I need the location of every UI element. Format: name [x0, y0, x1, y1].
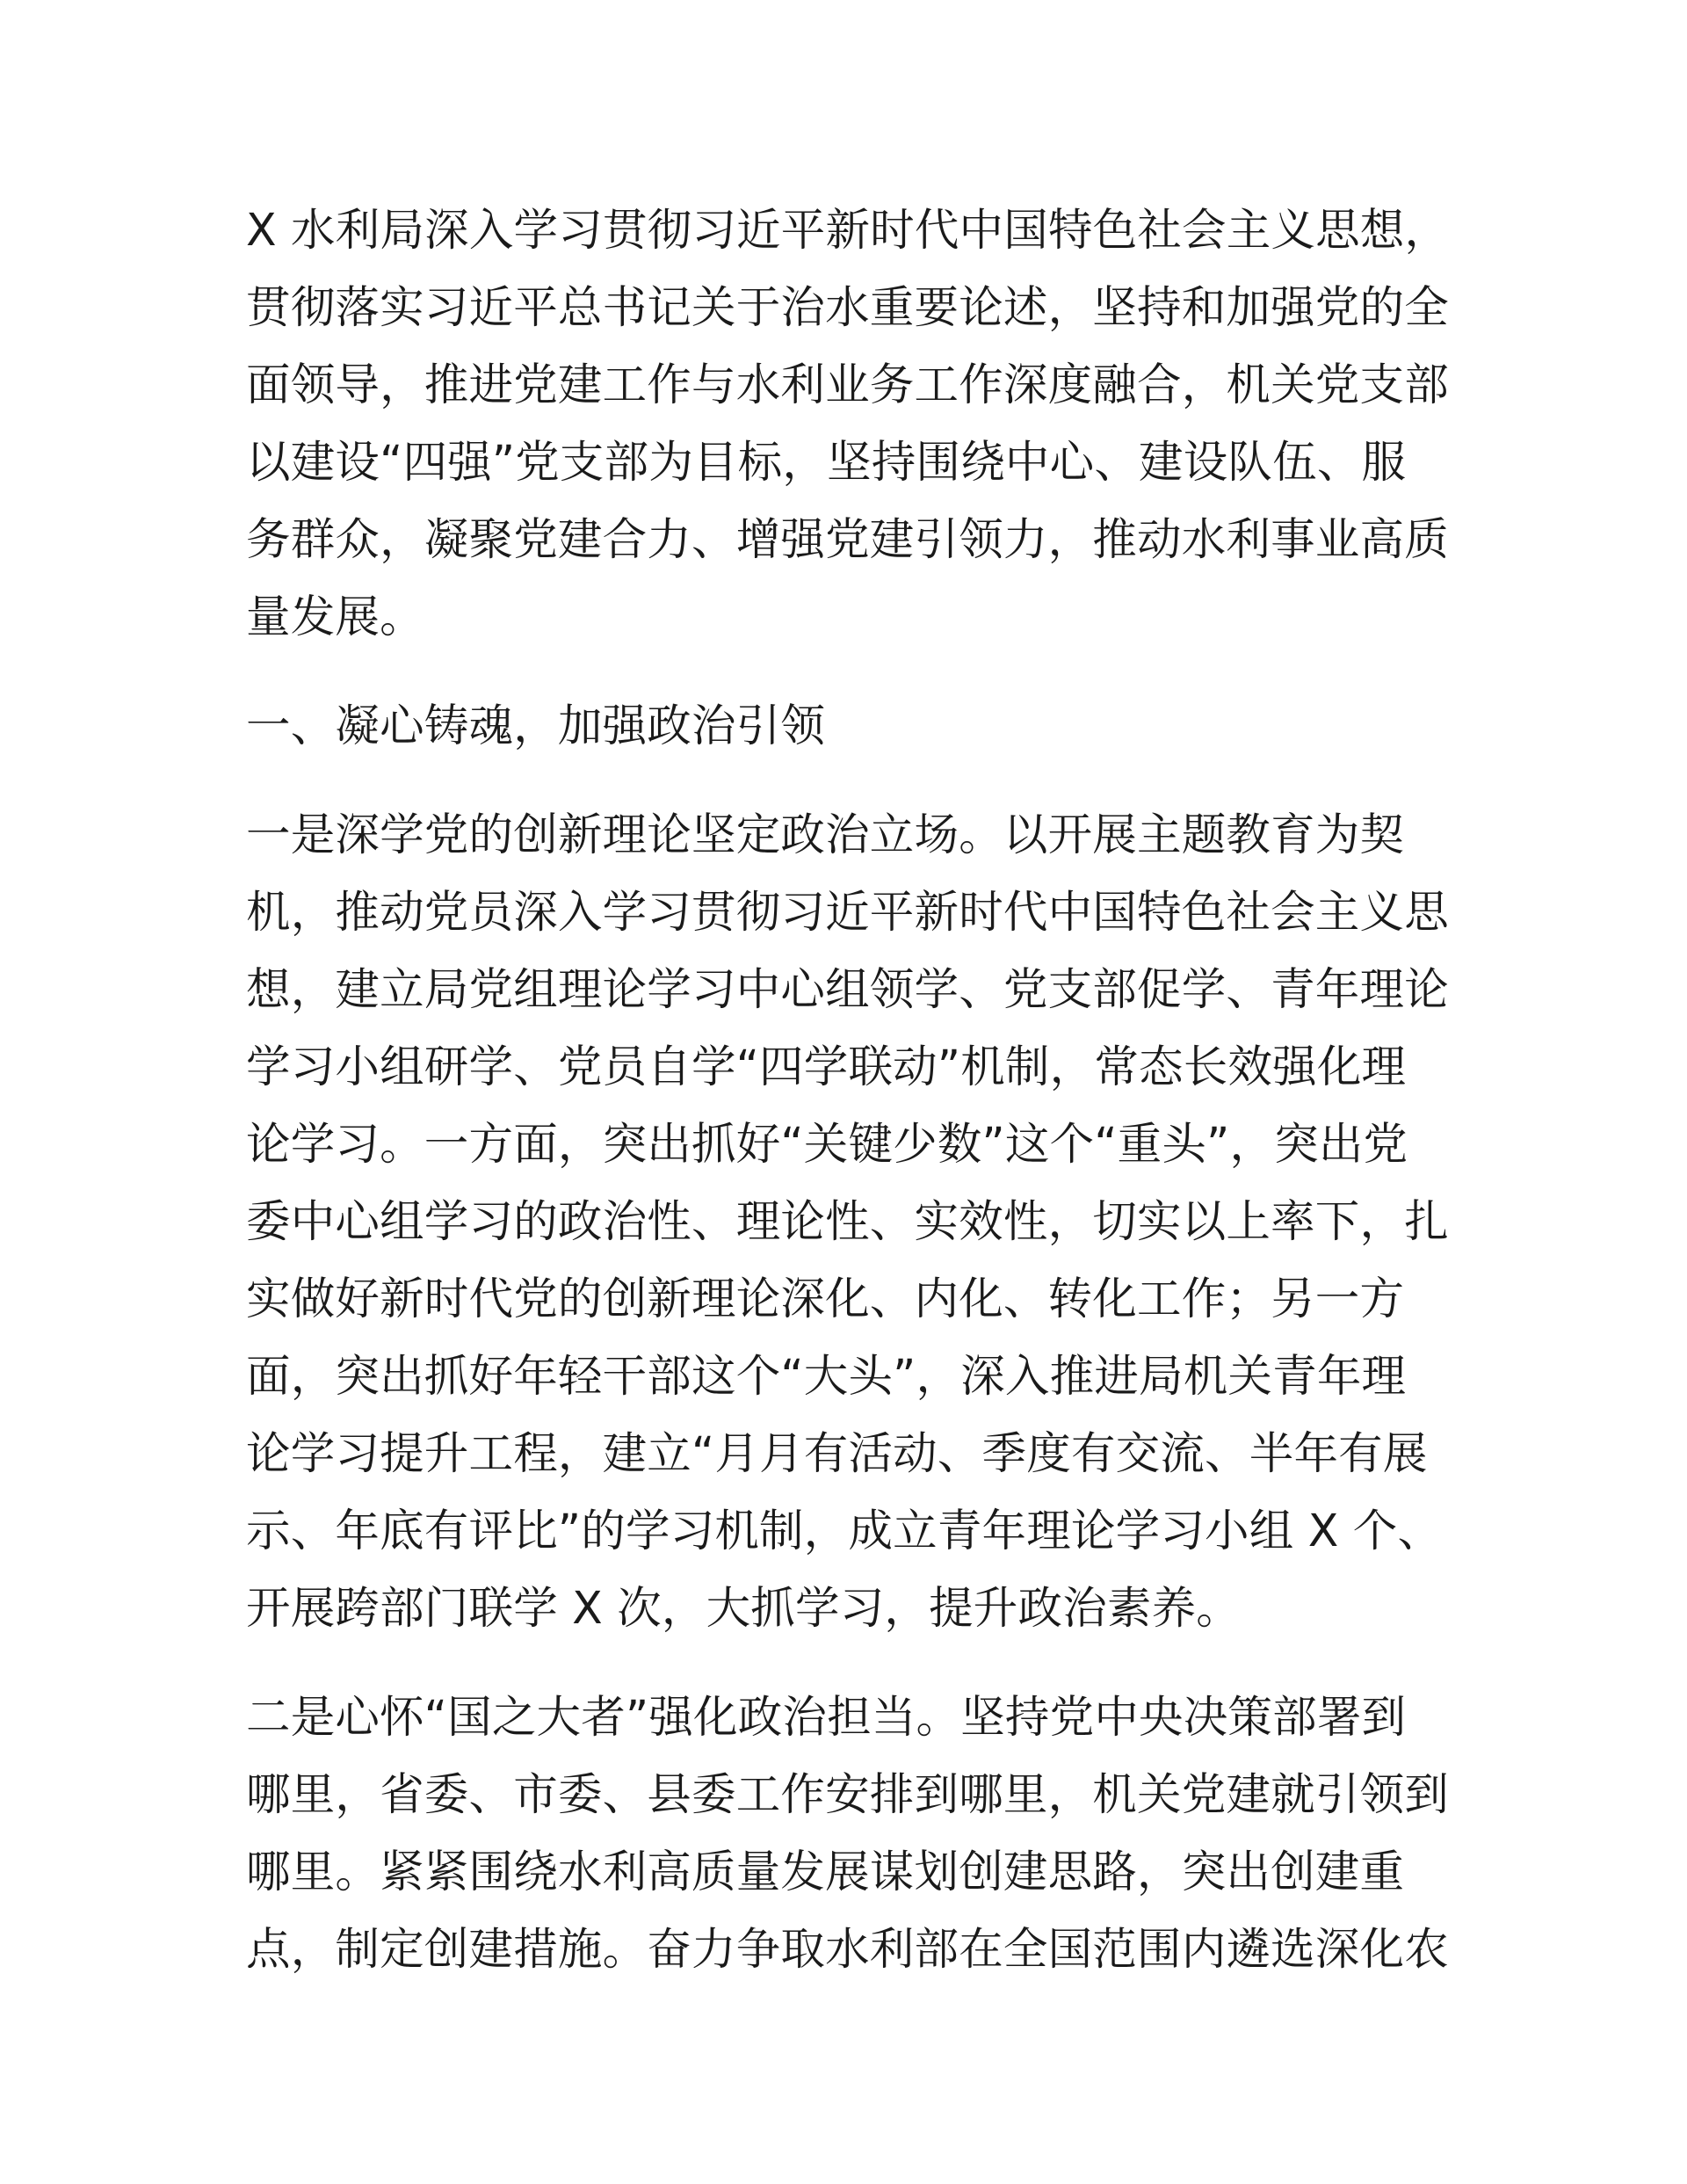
text-line: 论学习提升工程，建立“月月有活动、季度有交流、半年有展	[246, 1427, 1428, 1479]
text-line: 一是深学党的创新理论坚定政治立场。以开展主题教育为契	[246, 809, 1405, 860]
text-line: 论学习。一方面，突出抓好“关键少数”这个“重头”，突出党	[246, 1118, 1408, 1170]
text-line: 点，制定创建措施。奋力争取水利部在全国范围内遴选深化农	[246, 1923, 1449, 1975]
text-line: 以建设“四强”党支部为目标，坚持围绕中心、建设队伍、服	[246, 436, 1407, 488]
paragraph-gap	[246, 765, 1441, 796]
text-line: 二是心怀“国之大者”强化政治担当。坚持党中央决策部署到	[246, 1691, 1407, 1743]
section-heading	[246, 687, 1441, 765]
text-line: 示、年底有评比”的学习机制，成立青年理论学习小组 X 个、	[246, 1505, 1443, 1556]
text-line: 开展跨部门联学 X 次，大抓学习，提升政治素养。	[246, 1582, 1241, 1634]
text-line: 务群众，凝聚党建合力、增强党建引领力，推动水利事业高质	[246, 513, 1449, 565]
text-line: 机，推动党员深入学习贯彻习近平新时代中国特色社会主义思	[246, 886, 1449, 938]
paragraph-gap	[246, 656, 1441, 687]
text-line: 面，突出抓好年轻干部这个“大头”，深入推进局机关青年理	[246, 1350, 1407, 1402]
text-line: 想，建立局党组理论学习中心组领学、党支部促学、青年理论	[246, 963, 1449, 1015]
paragraph-point-two	[246, 1679, 1449, 1988]
text-line: 哪里。紧紧围绕水利高质量发展谋划创建思路，突出创建重	[246, 1846, 1405, 1897]
text-line: 贯彻落实习近平总书记关于治水重要论述，坚持和加强党的全	[246, 281, 1449, 333]
text-line: 学习小组研学、党员自学“四学联动”机制，常态长效强化理	[246, 1041, 1407, 1092]
text-line: 面领导，推进党建工作与水利业务工作深度融合，机关党支部	[246, 359, 1449, 410]
text-line: 哪里，省委、市委、县委工作安排到哪里，机关党建就引领到	[246, 1768, 1449, 1820]
paragraph-intro	[246, 192, 1450, 656]
paragraph-gap	[246, 1647, 1441, 1679]
text-line: 实做好新时代党的创新理论深化、内化、转化工作；另一方	[246, 1273, 1405, 1324]
paragraph-point-one	[246, 796, 1449, 1647]
text-line: 委中心组学习的政治性、理论性、实效性，切实以上率下，扎	[246, 1195, 1449, 1247]
text-line: X 水利局深入学习贯彻习近平新时代中国特色社会主义思想，	[246, 204, 1450, 256]
heading-text: 一、凝心铸魂，加强政治引领	[246, 700, 826, 751]
text-line: 量发展。	[246, 591, 424, 642]
document-page	[246, 192, 1450, 1988]
